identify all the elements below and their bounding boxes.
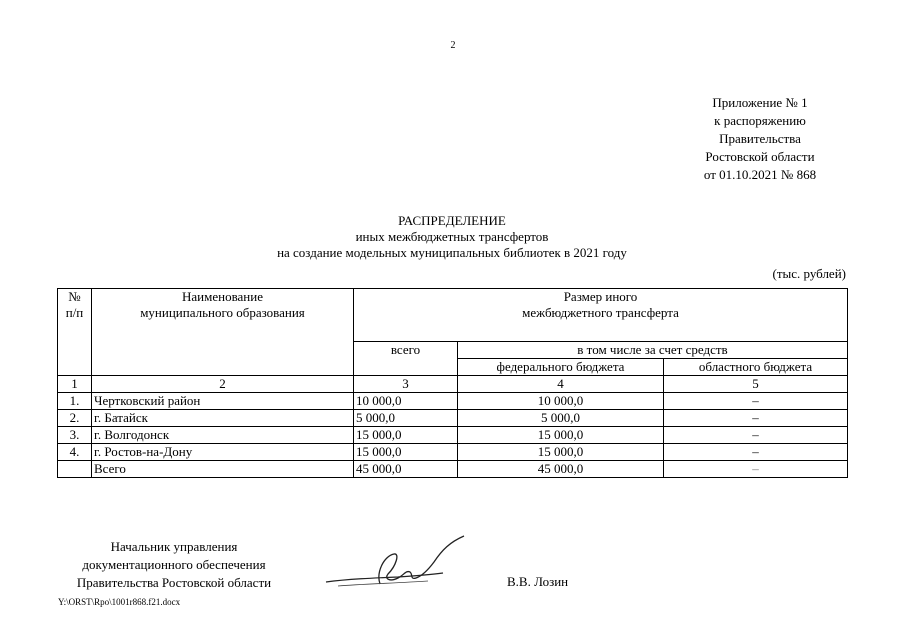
table-row <box>58 427 848 444</box>
header-regional: областного бюджета <box>664 359 848 376</box>
total-regional: – <box>664 461 848 478</box>
row-num: 3. <box>58 427 92 444</box>
title-line: иных межбюджетных трансфертов <box>355 229 549 244</box>
position-line: Правительства Ростовской области <box>76 575 272 590</box>
row-num: 4. <box>58 444 92 461</box>
signer-name: В.В. Лозин <box>507 574 569 589</box>
allocation-table <box>57 288 848 478</box>
row-name: Чертковский район <box>92 393 354 410</box>
header-name-line: Наименование <box>182 289 263 304</box>
row-regional: – <box>664 410 848 427</box>
row-total: 5 000,0 <box>354 410 458 427</box>
header-including: в том числе за счет средств <box>458 342 848 359</box>
column-number-row <box>58 376 848 393</box>
row-num: 1. <box>58 393 92 410</box>
header-size-line: межбюджетного трансферта <box>522 305 679 320</box>
header-total: всего <box>354 342 458 376</box>
units-label: (тыс. рублей) <box>772 266 846 281</box>
title-heading: РАСПРЕДЕЛЕНИЕ <box>398 213 506 228</box>
position-line: документационного обеспечения <box>82 557 266 572</box>
column-number: 5 <box>664 376 848 393</box>
file-path: Y:\ORST\Rpo\1001r868.f21.docx <box>58 597 181 607</box>
position-line: Начальник управления <box>110 539 238 554</box>
header-size <box>354 289 848 342</box>
header-name <box>92 289 354 376</box>
appendix-line: Ростовской области <box>705 149 815 164</box>
header-name-line: муниципального образования <box>140 305 305 320</box>
column-number: 2 <box>92 376 354 393</box>
column-number: 4 <box>458 376 664 393</box>
column-number: 3 <box>354 376 458 393</box>
appendix-line: Приложение № 1 <box>712 95 808 110</box>
row-name: г. Волгодонск <box>92 427 354 444</box>
header-num <box>58 289 92 376</box>
row-name: г. Батайск <box>92 410 354 427</box>
title-line: на создание модельных муниципальных библиотек в 2021 году <box>277 245 627 260</box>
appendix-line: Правительства <box>719 131 801 146</box>
handwritten-signature <box>318 532 478 602</box>
table-row <box>58 393 848 410</box>
appendix-block <box>640 94 880 184</box>
appendix-line: от 01.10.2021 № 868 <box>703 167 817 182</box>
document-title <box>150 213 754 261</box>
row-federal: 15 000,0 <box>458 427 664 444</box>
row-federal: 5 000,0 <box>458 410 664 427</box>
row-name: г. Ростов-на-Дону <box>92 444 354 461</box>
header-num-line: п/п <box>65 305 84 320</box>
row-total: 15 000,0 <box>354 427 458 444</box>
row-federal: 10 000,0 <box>458 393 664 410</box>
table-row <box>58 410 848 427</box>
row-regional: – <box>664 427 848 444</box>
total-federal: 45 000,0 <box>458 461 664 478</box>
row-regional: – <box>664 444 848 461</box>
total-label: Всего <box>92 461 354 478</box>
row-total: 10 000,0 <box>354 393 458 410</box>
page-number: 2 <box>450 40 456 51</box>
row-regional: – <box>664 393 848 410</box>
total-total: 45 000,0 <box>354 461 458 478</box>
row-total: 15 000,0 <box>354 444 458 461</box>
total-num <box>58 461 92 478</box>
header-federal: федерального бюджета <box>458 359 664 376</box>
row-federal: 15 000,0 <box>458 444 664 461</box>
signatory-position <box>58 538 290 592</box>
column-number: 1 <box>58 376 92 393</box>
header-num-line: № <box>68 289 81 304</box>
header-size-line: Размер иного <box>563 289 638 304</box>
row-num: 2. <box>58 410 92 427</box>
total-row <box>58 461 848 478</box>
appendix-line: к распоряжению <box>714 113 806 128</box>
table-row <box>58 444 848 461</box>
header-row <box>58 289 848 342</box>
